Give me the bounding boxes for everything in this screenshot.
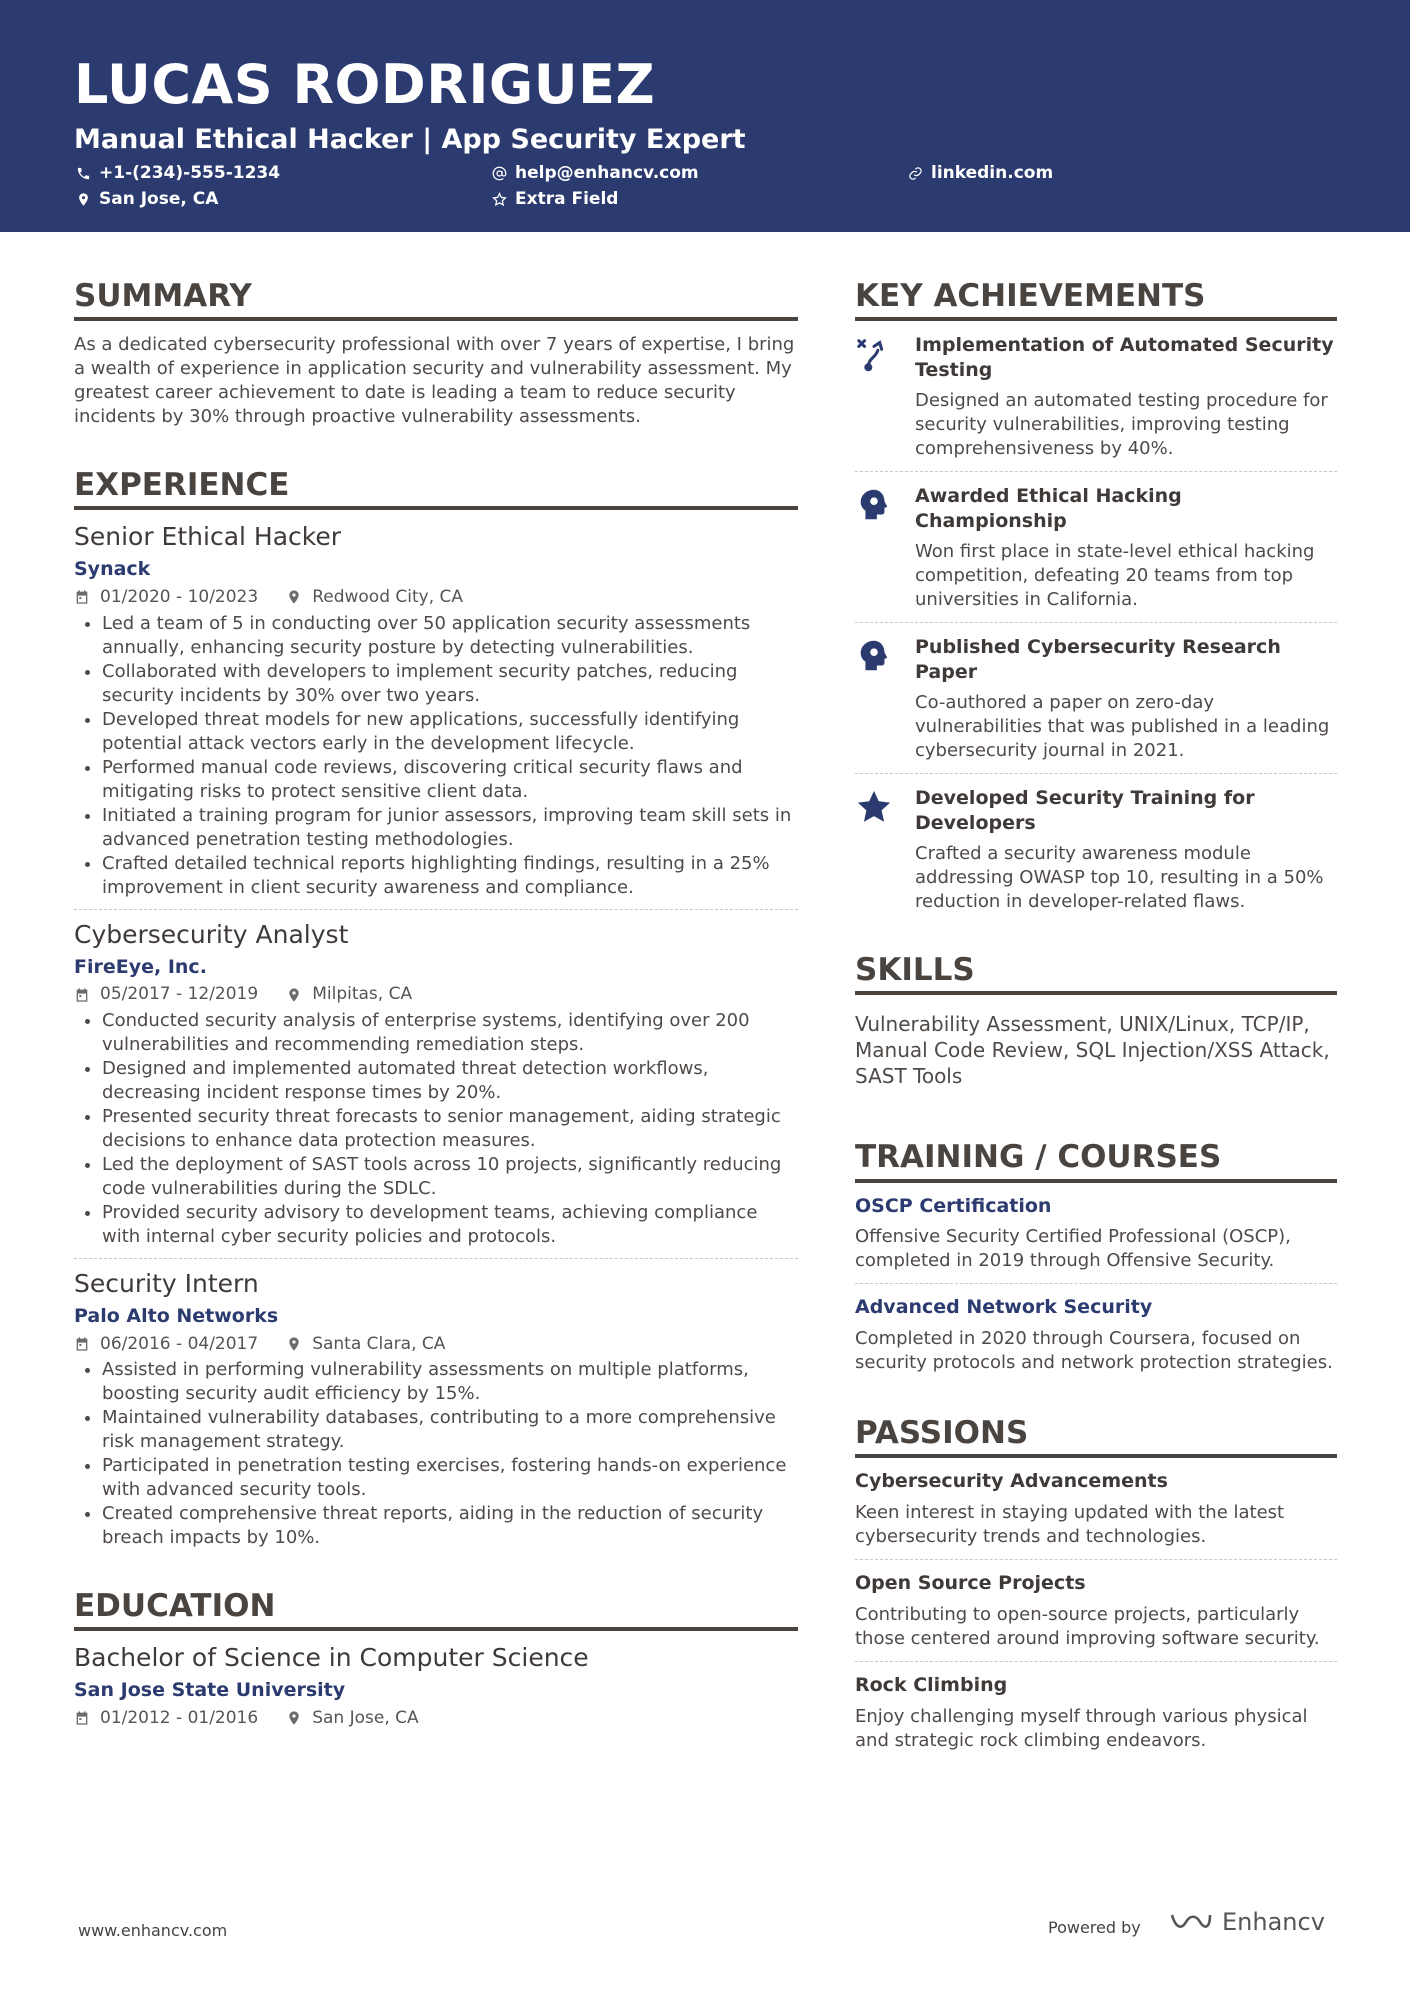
job-bullets xyxy=(74,612,798,900)
head-icon xyxy=(855,637,893,675)
location-pin-icon xyxy=(286,1336,302,1352)
achievement-title: Published Cybersecurity Research Paper xyxy=(915,636,1281,684)
job-role: Senior Ethical Hacker xyxy=(74,522,342,552)
location-text: San Jose, CA xyxy=(99,189,219,209)
passion-desc: Contributing to open-source projects, particularly those centered around improving software security. xyxy=(855,1603,1320,1649)
bullet-item: • Initiated a training program for junior assessors, improving team skill sets in advanced penetration testing methodologies. xyxy=(102,804,798,852)
training-heading: TRAINING / COURSES xyxy=(855,1139,1337,1182)
bullet-item: • Assisted in performing vulnerability assessments on multiple platforms, boosting security audit efficiency by 15%. xyxy=(102,1358,798,1406)
calendar-icon xyxy=(74,987,90,1003)
achievement-item xyxy=(855,484,1337,612)
achievement-item xyxy=(855,635,1337,763)
job-dates xyxy=(74,1334,258,1354)
education-section xyxy=(74,1588,798,1728)
location-pin-icon xyxy=(286,987,302,1003)
skills-heading: SKILLS xyxy=(855,952,1337,995)
job-dates xyxy=(74,984,258,1004)
achievement-desc: Won first place in state-level ethical hacking competition, defeating 20 teams from top universities in California. xyxy=(915,541,1315,611)
bullet-item: • Led a team of 5 in conducting over 50 application security assessments annually, enhancing security posture by detecting vulnerabilities. xyxy=(102,612,798,660)
route-icon xyxy=(855,335,893,373)
enhancv-logo[interactable] xyxy=(1168,1908,1325,1936)
contact-location xyxy=(76,191,218,208)
job-company[interactable]: Synack xyxy=(74,558,151,581)
job-role: Security Intern xyxy=(74,1268,259,1298)
calendar-icon xyxy=(74,589,90,605)
bullet-item: • Conducted security analysis of enterprise systems, identifying over 200 vulnerabilities and recommending remediation steps. xyxy=(102,1009,798,1057)
education-school[interactable]: San Jose State University xyxy=(74,1679,346,1702)
bullet-item: • Led the deployment of SAST tools across 10 projects, significantly reducing code vulnerabilities during the SDLC. xyxy=(102,1153,798,1201)
achievement-item xyxy=(855,786,1337,914)
job-location-text: Santa Clara, CA xyxy=(312,1333,446,1354)
experience-section xyxy=(74,467,798,1550)
job-location-text: Redwood City, CA xyxy=(312,587,464,608)
course-title[interactable]: Advanced Network Security xyxy=(855,1296,1153,1319)
bullet-item: • Participated in penetration testing exercises, fostering hands-on experience with advanced security tools. xyxy=(102,1454,798,1502)
achievement-title: Awarded Ethical Hacking Championship xyxy=(915,485,1182,533)
enhancv-logo-icon xyxy=(1168,1909,1214,1935)
right-column xyxy=(855,278,1337,1753)
education-dates xyxy=(74,1708,258,1728)
bullet-item: • Performed manual code reviews, discovering critical security flaws and mitigating risks to protect sensitive client data. xyxy=(102,756,798,804)
education-heading: EDUCATION xyxy=(74,1588,798,1631)
passion-title: Cybersecurity Advancements xyxy=(855,1470,1168,1493)
bullet-item: • Developed threat models for new applications, successfully identifying potential attack vectors early in the development lifecycle. xyxy=(102,708,798,756)
job-dates xyxy=(74,587,258,607)
summary-section xyxy=(74,278,798,429)
achievement-title: Developed Security Training for Developers xyxy=(915,787,1255,835)
bullet-item: • Maintained vulnerability databases, contributing to a more comprehensive risk management strategy. xyxy=(102,1406,798,1454)
location-pin-icon xyxy=(286,589,302,605)
education-meta xyxy=(74,1708,798,1728)
job-company[interactable]: FireEye, Inc. xyxy=(74,955,207,978)
contact-extra xyxy=(492,191,618,208)
job-location xyxy=(286,587,463,607)
job-bullets xyxy=(74,1009,798,1249)
contact-linkedin[interactable] xyxy=(908,165,1053,182)
job-meta xyxy=(74,587,798,607)
skills-text: Vulnerability Assessment, UNIX/Linux, TCP/IP, Manual Code Review, SQL Injection/XSS Attack, SAST Tools xyxy=(855,1012,1330,1089)
phone-text: +1-(234)-555-1234 xyxy=(99,163,281,183)
education-location-text: San Jose, CA xyxy=(312,1707,419,1728)
education-degree: Bachelor of Science in Computer Science xyxy=(74,1643,589,1673)
contact-phone[interactable] xyxy=(76,165,280,182)
job-role: Cybersecurity Analyst xyxy=(74,919,349,949)
job-company[interactable]: Palo Alto Networks xyxy=(74,1304,279,1327)
passion-desc: Enjoy challenging myself through various physical and strategic rock climbing endeavors. xyxy=(855,1705,1308,1751)
experience-entry xyxy=(74,920,798,1249)
entry-divider xyxy=(855,773,1337,774)
passion-title: Rock Climbing xyxy=(855,1673,1008,1696)
job-meta xyxy=(74,1334,798,1354)
course-desc: Offensive Security Certified Professional (OSCP), completed in 2019 through Offensive Security. xyxy=(855,1226,1291,1272)
summary-text: As a dedicated cybersecurity professional with over 7 years of expertise, I bring a wealth of experience in application security and vulnerability assessment. My greatest career achievement to date is leading a team to reduce security incidents by 30% through proactive vulnerability assessments. xyxy=(74,334,795,428)
experience-heading: EXPERIENCE xyxy=(74,467,798,510)
achievements-section xyxy=(855,278,1337,914)
star-outline-icon xyxy=(492,192,507,207)
entry-divider xyxy=(855,622,1337,623)
job-location-text: Milpitas, CA xyxy=(312,984,413,1005)
link-icon xyxy=(908,166,923,181)
summary-heading: SUMMARY xyxy=(74,278,798,321)
job-meta xyxy=(74,984,798,1004)
location-pin-icon xyxy=(76,192,91,207)
entry-divider xyxy=(855,1559,1337,1560)
footer-url[interactable]: www.enhancv.com xyxy=(78,1921,228,1940)
brand-name: Enhancv xyxy=(1222,1908,1325,1936)
course-desc: Completed in 2020 through Coursera, focused on security protocols and network protection strategies. xyxy=(855,1328,1333,1374)
powered-by-text: Powered by xyxy=(1048,1918,1141,1937)
contact-email[interactable] xyxy=(492,165,699,182)
phone-icon xyxy=(76,166,91,181)
bullet-item: • Crafted detailed technical reports highlighting findings, resulting in a 25% improvement in client security awareness and compliance. xyxy=(102,852,798,900)
achievements-heading: KEY ACHIEVEMENTS xyxy=(855,278,1337,321)
passions-heading: PASSIONS xyxy=(855,1415,1337,1458)
job-dates-text: 01/2020 - 10/2023 xyxy=(100,587,259,608)
star-icon xyxy=(855,788,893,826)
training-section xyxy=(855,1139,1337,1375)
achievement-desc: Designed an automated testing procedure for security vulnerabilities, improving testing comprehensiveness by 40%. xyxy=(915,390,1328,460)
bullet-item: • Created comprehensive threat reports, aiding in the reduction of security breach impacts by 10%. xyxy=(102,1502,798,1550)
left-column xyxy=(74,278,798,1732)
entry-divider xyxy=(855,1661,1337,1662)
at-icon xyxy=(492,166,507,181)
passion-title: Open Source Projects xyxy=(855,1572,1086,1595)
candidate-tagline: Manual Ethical Hacker | App Security Expert xyxy=(74,124,746,155)
passions-section xyxy=(855,1415,1337,1753)
achievement-desc: Crafted a security awareness module addressing OWASP top 10, resulting in a 50% reduction in developer-related flaws. xyxy=(915,843,1324,913)
course-title[interactable]: OSCP Certification xyxy=(855,1194,1052,1217)
achievement-title: Implementation of Automated Security Testing xyxy=(915,334,1334,382)
entry-divider xyxy=(74,1258,798,1259)
candidate-name: LUCAS RODRIGUEZ xyxy=(74,53,656,116)
job-bullets xyxy=(74,1358,798,1550)
location-pin-icon xyxy=(286,1710,302,1726)
bullet-item: • Presented security threat forecasts to senior management, aiding strategic decisions to enhance data protection measures. xyxy=(102,1105,798,1153)
entry-divider xyxy=(855,471,1337,472)
bullet-item: • Designed and implemented automated threat detection workflows, decreasing incident response times by 20%. xyxy=(102,1057,798,1105)
experience-entry xyxy=(74,522,798,899)
skills-section xyxy=(855,952,1337,1089)
education-dates-text: 01/2012 - 01/2016 xyxy=(100,1707,259,1728)
job-dates-text: 05/2017 - 12/2019 xyxy=(100,984,259,1005)
job-dates-text: 06/2016 - 04/2017 xyxy=(100,1333,259,1354)
linkedin-text: linkedin.com xyxy=(931,163,1054,183)
extra-field-text: Extra Field xyxy=(515,189,619,209)
entry-divider xyxy=(855,1283,1337,1284)
job-location xyxy=(286,1334,445,1354)
achievement-item xyxy=(855,333,1337,461)
achievement-desc: Co-authored a paper on zero-day vulnerabilities that was published in a leading cybersecurity journal in 2021. xyxy=(915,692,1330,762)
entry-divider xyxy=(74,909,798,910)
head-icon xyxy=(855,486,893,524)
calendar-icon xyxy=(74,1710,90,1726)
passion-desc: Keen interest in staying updated with the latest cybersecurity trends and technologies. xyxy=(855,1502,1285,1548)
resume-header xyxy=(0,0,1410,232)
experience-entry xyxy=(74,1269,798,1550)
email-text: help@enhancv.com xyxy=(515,163,699,183)
bullet-item: • Collaborated with developers to implement security patches, reducing security incidents by 30% over two years. xyxy=(102,660,798,708)
education-location xyxy=(286,1708,418,1728)
calendar-icon xyxy=(74,1336,90,1352)
job-location xyxy=(286,984,412,1004)
bullet-item: • Provided security advisory to development teams, achieving compliance with internal cyber security policies and protocols. xyxy=(102,1201,798,1249)
